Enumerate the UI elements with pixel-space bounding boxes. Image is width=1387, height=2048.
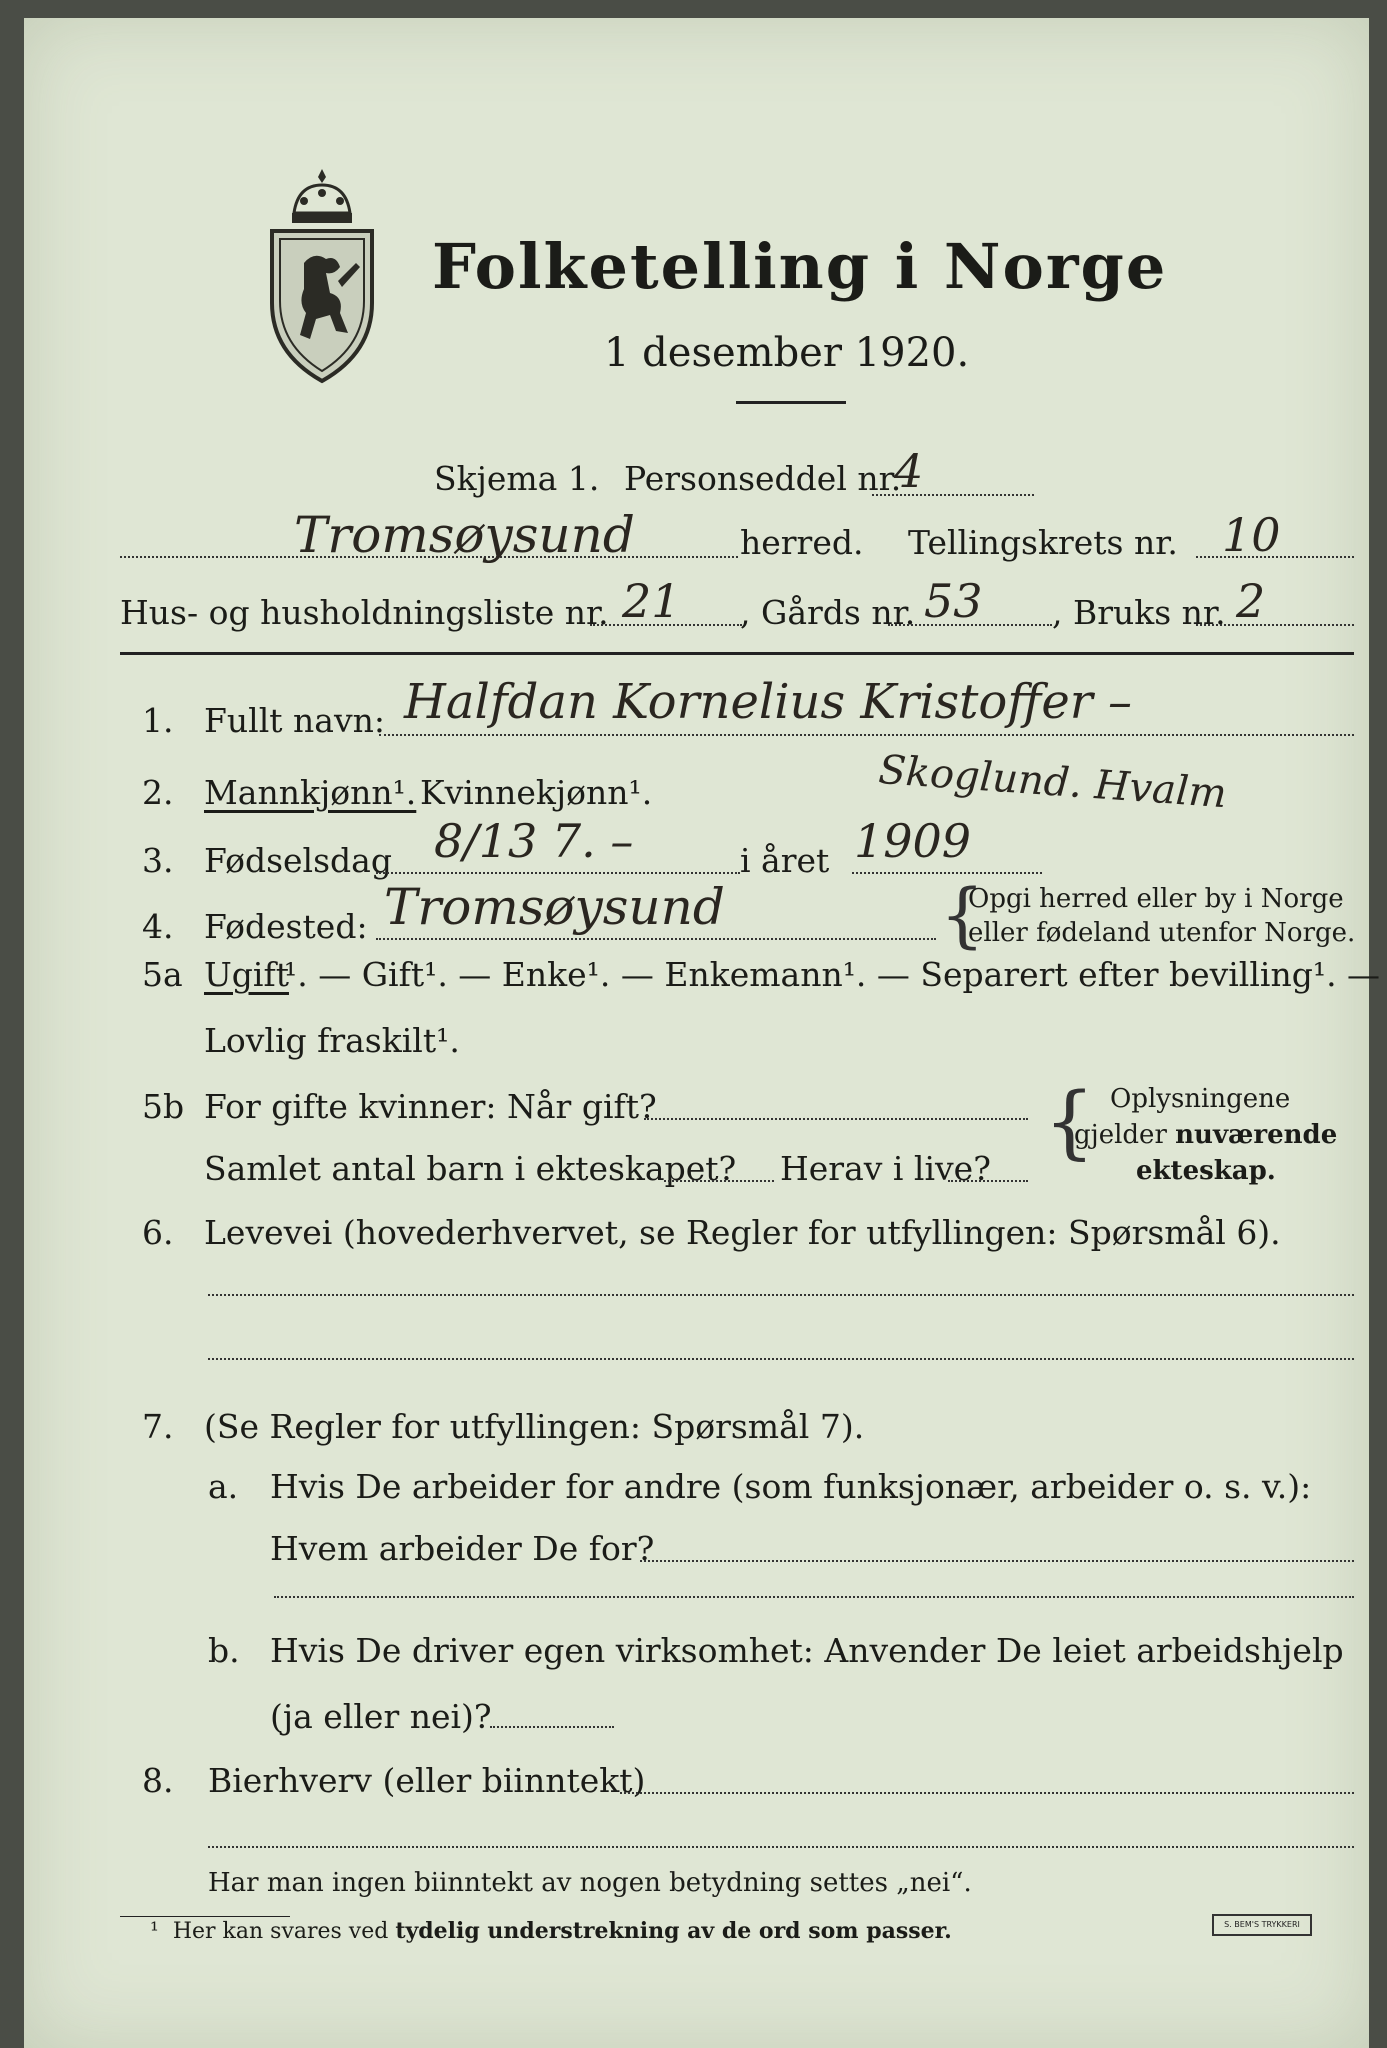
q7a-line3-fill xyxy=(274,1596,1354,1598)
q4-line xyxy=(376,938,936,940)
hus-value: 21 xyxy=(622,574,681,628)
gards-label: , Gårds nr. xyxy=(740,593,916,632)
q5a-options: ¹. — Gift¹. — Enke¹. — Enkemann¹. — Separert efter bevilling¹. — xyxy=(284,955,1381,994)
q5b-line2a-fill xyxy=(664,1180,774,1182)
q6-number: 6. xyxy=(142,1213,174,1252)
q5b-line2a: Samlet antal barn i ekteskapet? xyxy=(204,1149,737,1188)
q3-number: 3. xyxy=(142,841,174,880)
q3-year-value: 1909 xyxy=(854,814,972,868)
printer-stamp: S. BEM'S TRYKKERI xyxy=(1212,1914,1312,1936)
form-title: Folketelling i Norge xyxy=(432,230,1168,303)
q3-line xyxy=(376,872,740,874)
q5b-line2b: Herav i live? xyxy=(780,1149,991,1188)
q7a-line2: Hvem arbeider De for? xyxy=(270,1529,655,1568)
herred-value: Tromsøysund xyxy=(294,506,635,564)
bruks-label: , Bruks nr. xyxy=(1052,593,1226,632)
q8-line2 xyxy=(208,1846,1354,1848)
q2-female: Kvinnekjønn¹. xyxy=(420,773,653,812)
q5a-number: 5a xyxy=(142,955,183,994)
q1-value: Halfdan Kornelius Kristoffer – xyxy=(404,674,1132,730)
q7b-line1: Hvis De driver egen virksomhet: Anvender De leiet arbeidshjelp xyxy=(270,1631,1344,1670)
q7-number: 7. xyxy=(142,1407,174,1446)
q7b-letter: b. xyxy=(208,1631,240,1670)
q5b-note2: gjelder nuværende xyxy=(1074,1120,1338,1150)
q3-value: 8/13 7. – xyxy=(434,814,634,868)
bruks-line xyxy=(1196,624,1354,626)
personseddel-label: Personseddel nr. xyxy=(624,459,902,498)
q5a-ugift: Ugift xyxy=(204,955,289,994)
tellingskrets-label: Tellingskrets nr. xyxy=(908,523,1178,562)
q5b-line1-fill xyxy=(644,1118,1028,1120)
q8-number: 8. xyxy=(142,1761,174,1800)
q3-label: Fødselsdag xyxy=(204,841,392,880)
q4-brace: { xyxy=(940,874,985,956)
herred-label: herred. xyxy=(740,523,864,562)
q4-note-line2: eller fødeland utenfor Norge. xyxy=(968,918,1356,948)
personseddel-value: 4 xyxy=(894,444,924,498)
footnote-rule xyxy=(120,1916,290,1917)
schema-label: Skjema 1. xyxy=(434,459,600,498)
q6-label: Levevei (hovederhvervet, se Regler for utfyllingen: Spørsmål 6). xyxy=(204,1213,1281,1252)
q6-line2 xyxy=(208,1358,1354,1360)
q7a-line1: Hvis De arbeider for andre (som funksjonær, arbeider o. s. v.): xyxy=(270,1467,1312,1506)
q2-male: Mannkjønn¹. xyxy=(204,773,417,812)
q1-number: 1. xyxy=(142,701,174,740)
q5b-number: 5b xyxy=(142,1087,185,1126)
census-date: 1 desember 1920. xyxy=(604,330,970,376)
coat-of-arms-icon xyxy=(264,163,380,385)
tellingskrets-value: 10 xyxy=(1222,508,1281,562)
biinntekt-note: Har man ingen biinntekt av nogen betydning settes „nei“. xyxy=(208,1868,972,1898)
bruks-value: 2 xyxy=(1236,574,1266,628)
q5b-note3: ekteskap. xyxy=(1136,1156,1276,1186)
q7b-line2: (ja eller nei)? xyxy=(270,1697,492,1736)
q2-number: 2. xyxy=(142,773,174,812)
q5a-line2: Lovlig fraskilt¹. xyxy=(204,1021,460,1060)
gards-value: 53 xyxy=(924,574,983,628)
q4-value: Tromsøysund xyxy=(384,878,725,936)
q8-label: Bierhverv (eller biinntekt) xyxy=(208,1761,646,1800)
q1-line xyxy=(379,734,1354,736)
hus-label: Hus- og husholdningsliste nr. xyxy=(120,593,609,632)
q4-number: 4. xyxy=(142,907,174,946)
q6-line1 xyxy=(208,1294,1354,1296)
q5b-line2b-fill xyxy=(948,1180,1028,1182)
q4-note-line1: Opgi herred eller by i Norge xyxy=(968,884,1344,914)
q7a-line2-fill xyxy=(640,1560,1354,1562)
q1-value-continued: Skoglund. Hvalm xyxy=(877,747,1229,818)
title-divider xyxy=(736,401,846,404)
q8-line1 xyxy=(620,1792,1354,1794)
census-form-page xyxy=(24,18,1381,2048)
q7-label: (Se Regler for utfyllingen: Spørsmål 7). xyxy=(204,1407,865,1446)
q7a-letter: a. xyxy=(208,1467,239,1506)
q1-label: Fullt navn: xyxy=(204,701,385,740)
q3-year-label: i året xyxy=(740,841,830,880)
q7b-line2-fill xyxy=(490,1726,614,1728)
header-separator xyxy=(120,652,1354,655)
q5b-brace: { xyxy=(1044,1075,1095,1168)
footnote: ¹ Her kan svares ved tydelig understrekning av de ord som passer. xyxy=(150,1918,952,1944)
q4-label: Fødested: xyxy=(204,907,368,946)
q5b-note1: Oplysningene xyxy=(1110,1084,1291,1114)
q5b-line1: For gifte kvinner: Når gift? xyxy=(204,1087,657,1126)
